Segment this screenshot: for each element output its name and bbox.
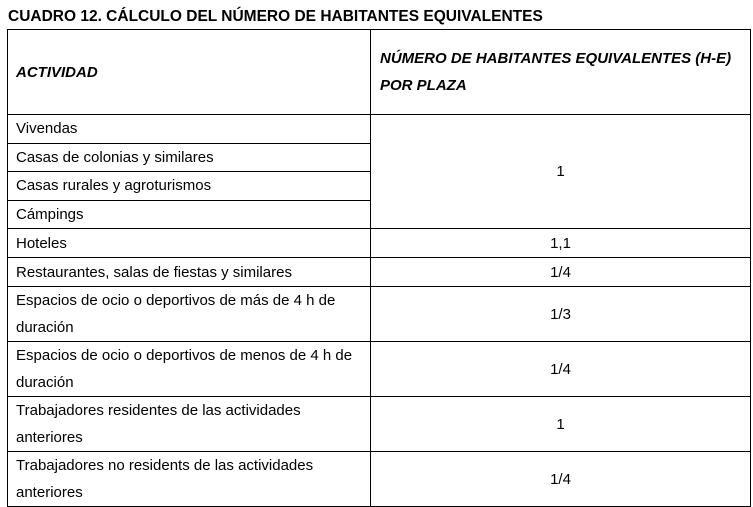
table-row <box>8 342 751 397</box>
header-actividad: ACTIVIDAD <box>8 30 371 115</box>
activity-cell: Vivendas <box>8 115 371 144</box>
activity-cell: Hoteles <box>8 229 371 258</box>
activity-cell: Casas rurales y agroturismos <box>8 172 371 201</box>
table-header-row <box>8 30 751 115</box>
activity-cell: Trabajadores no residents de las actividades anteriores <box>8 452 371 507</box>
table-row <box>8 115 751 144</box>
table-row <box>8 397 751 452</box>
table-title: CUADRO 12. CÁLCULO DEL NÚMERO DE HABITANTES EQUIVALENTES <box>8 8 543 25</box>
table-row <box>8 229 751 258</box>
value-cell: 1/4 <box>371 452 751 507</box>
activity-cell: Espacios de ocio o deportivos de menos de 4 h de duración <box>8 342 371 397</box>
activity-cell: Restaurantes, salas de fiestas y similares <box>8 258 371 287</box>
table-row <box>8 258 751 287</box>
activity-cell: Trabajadores residentes de las actividades anteriores <box>8 397 371 452</box>
table-row <box>8 287 751 342</box>
activity-cell: Cámpings <box>8 200 371 229</box>
value-cell: 1/4 <box>371 258 751 287</box>
header-habitantes-equivalentes: NÚMERO DE HABITANTES EQUIVALENTES (H-E) POR PLAZA <box>371 30 751 115</box>
activity-cell: Espacios de ocio o deportivos de más de 4 h de duración <box>8 287 371 342</box>
activity-cell: Casas de colonias y similares <box>8 143 371 172</box>
value-cell: 1 <box>371 397 751 452</box>
value-cell: 1/3 <box>371 287 751 342</box>
table-row <box>8 452 751 507</box>
value-cell: 1,1 <box>371 229 751 258</box>
habitantes-equivalentes-table <box>7 29 751 507</box>
value-cell-merged: 1 <box>371 115 751 229</box>
value-cell: 1/4 <box>371 342 751 397</box>
